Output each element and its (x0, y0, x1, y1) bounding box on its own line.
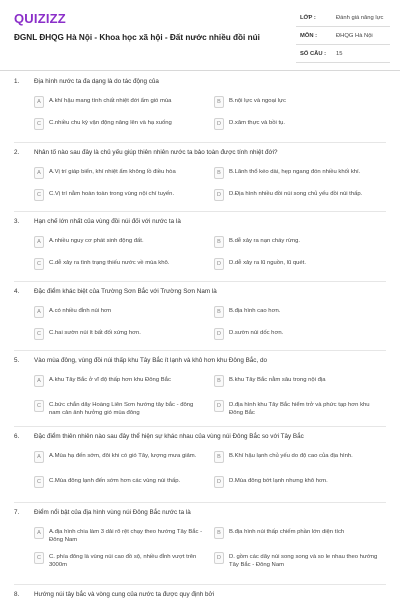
option-letter-box: A (34, 527, 44, 539)
option-letter-box: D (214, 400, 224, 412)
option-letter-box: D (214, 118, 224, 130)
option-text: A.Vị trí giáp biển, khí nhiệt ẩm không lồ điều hòa (49, 169, 176, 175)
question-header (0, 78, 400, 90)
quizizz-logo: QUIZIZZ (14, 11, 66, 26)
option-letter-box: C (34, 328, 44, 340)
meta-label: LỚP : (300, 15, 316, 21)
option-text: D.địa hình khu Tây Bắc hiểm trở và phức tạp hơn khu Đông Bắc (229, 402, 370, 416)
option-text: A.Mùa hạ đến sớm, đôi khi có gió Tây, lượng mưa giảm. (49, 453, 197, 459)
option-letter-box: A (34, 451, 44, 463)
option-letter-box: C (34, 189, 44, 201)
question-header (0, 509, 400, 521)
option-text: A.địa hình chia làm 3 dải rõ rệt chạy theo hướng Tây Bắc - Đông Nam (49, 529, 203, 543)
meta-label: SỐ CÂU : (300, 51, 327, 57)
question-divider (14, 142, 386, 143)
worksheet-header (0, 0, 400, 71)
option-letter-box: B (214, 96, 224, 108)
option-text: B.dễ xảy ra nạn cháy rừng. (229, 238, 301, 244)
option-text: A.nhiều nguy cơ phát sinh động đất. (49, 238, 144, 244)
question-number: 5. (14, 357, 20, 364)
question-item (0, 509, 400, 568)
question-header (0, 288, 400, 300)
option-text: B.địa hình cao hơn. (229, 308, 281, 314)
question-number: 6. (14, 433, 20, 440)
option-letter-box: B (214, 306, 224, 318)
option-text: C.Vị trí nằm hoàn toàn trong vùng nội chí tuyến. (49, 191, 175, 197)
option-text: C.hai sườn núi ít bất đối xứng hơn. (49, 330, 141, 336)
question-divider (14, 426, 386, 427)
question-header (0, 357, 400, 369)
option-text: D.dễ xảy ra lũ nguồn, lũ quét. (229, 260, 306, 266)
meta-row-question-count (296, 45, 390, 63)
question-text: Vào mùa đông, vùng đồi núi thấp khu Tây Bắc ít lạnh và khô hơn khu Đông Bắc, do (34, 357, 267, 364)
option-text: A.có nhiều đỉnh núi hơn (49, 308, 112, 314)
question-divider (14, 502, 386, 503)
meta-value: Đánh giá năng lực (336, 15, 384, 21)
question-divider (14, 281, 386, 282)
meta-label: MÔN : (300, 33, 318, 39)
option-text: D.Mùa đông bớt lạnh nhưng khô hơn. (229, 478, 328, 484)
option-letter-box: D (214, 258, 224, 270)
option-text: D.sườn núi dốc hơn. (229, 330, 284, 336)
option-text: C.nhiều chu kỳ vận động nâng lên và hạ xuống (49, 120, 172, 126)
question-number: 7. (14, 509, 20, 516)
question-header (0, 433, 400, 445)
question-divider (14, 211, 386, 212)
option-letter-box: B (214, 451, 224, 463)
question-item (0, 357, 400, 416)
question-text: Đặc điểm thiên nhiên nào sau đây thể hiện sự khác nhau của vùng núi Đông Bắc so với Tây Bắc (34, 433, 304, 440)
option-text: A.khí hậu mang tính chất nhiệt đới ẩm gió mùa (49, 98, 172, 104)
option-letter-box: C (34, 258, 44, 270)
question-header (0, 218, 400, 230)
meta-row-subject (296, 27, 390, 45)
option-letter-box: D (214, 328, 224, 340)
question-number: 2. (14, 149, 20, 156)
question-text: Hướng núi tây bắc và vòng cung của nước ta được quy định bởi (34, 591, 215, 598)
option-text: C.Mùa đông lạnh đến sớm hơn các vùng núi thấp. (49, 478, 181, 484)
option-text: D.xâm thực và bồi tụ. (229, 120, 285, 126)
meta-row-class (296, 9, 390, 27)
worksheet-title: ĐGNL ĐHQG Hà Nội - Khoa học xã hội - Đất nước nhiều đồi núi (14, 33, 260, 42)
option-text: B.Lãnh thổ kéo dài, hẹp ngang đón nhiều khối khí. (229, 169, 361, 175)
option-text: C. phía đông là vùng núi cao đồ sộ, nhiều đỉnh vượt trên 3000m (49, 554, 197, 568)
question-item (0, 433, 400, 485)
option-letter-box: A (34, 236, 44, 248)
option-text: B.Khí hậu lạnh chủ yếu do độ cao của địa hình. (229, 453, 353, 459)
option-text: D.Địa hình nhiều đồi núi song chủ yếu đồi núi thấp. (229, 191, 363, 197)
meta-value: 15 (336, 51, 343, 57)
option-letter-box: B (214, 236, 224, 248)
option-text: D. gồm các dãy núi song song và so le nhau theo hướng Tây Bắc - Đông Nam (229, 554, 378, 568)
option-letter-box: C (34, 118, 44, 130)
question-text: Địa hình nước ta đa dạng là do tác động của (34, 78, 159, 85)
option-text: B.địa hình núi thấp chiếm phần lớn diện tích (229, 529, 345, 535)
option-letter-box: D (214, 189, 224, 201)
question-number: 4. (14, 288, 20, 295)
option-letter-box: A (34, 375, 44, 387)
question-text: Nhân tố nào sau đây là chủ yếu giúp thiên nhiên nước ta bảo toàn được tính nhiệt đới? (34, 149, 278, 156)
question-header (0, 149, 400, 161)
option-text: C.dễ xảy ra tình trạng thiếu nước về mùa khô. (49, 260, 170, 266)
question-divider (14, 350, 386, 351)
question-item (0, 591, 400, 600)
question-divider (14, 584, 386, 585)
question-text: Đặc điểm khác biệt của Trường Sơn Bắc với Trường Sơn Nam là (34, 288, 217, 295)
option-text: B.khu Tây Bắc nằm sâu trong nội địa (229, 377, 326, 383)
option-letter-box: D (214, 552, 224, 564)
question-text: Điểm nổi bật của địa hình vùng núi Đông Bắc nước ta là (34, 509, 191, 516)
option-letter-box: A (34, 167, 44, 179)
option-letter-box: C (34, 400, 44, 412)
option-letter-box: C (34, 552, 44, 564)
option-text: A.khu Tây Bắc ở vĩ độ thấp hơn khu Đông Bắc (49, 377, 171, 383)
option-letter-box: B (214, 375, 224, 387)
question-item (0, 78, 400, 127)
question-number: 1. (14, 78, 20, 85)
option-letter-box: B (214, 527, 224, 539)
question-text: Hạn chế lớn nhất của vùng đồi núi đối với nước ta là (34, 218, 181, 225)
option-letter-box: A (34, 96, 44, 108)
option-letter-box: B (214, 167, 224, 179)
option-text: B.nội lực và ngoại lực (229, 98, 287, 104)
option-text: C.bức chắn dãy Hoàng Liên Sơn hướng tây bắc - đông nam cản ảnh hưởng gió mùa đông (49, 402, 194, 416)
question-item (0, 218, 400, 267)
question-number: 8. (14, 591, 20, 598)
question-header (0, 591, 400, 600)
question-item (0, 288, 400, 337)
option-letter-box: C (34, 476, 44, 488)
option-letter-box: D (214, 476, 224, 488)
option-letter-box: A (34, 306, 44, 318)
question-item (0, 149, 400, 198)
worksheet-meta-table (296, 9, 390, 63)
question-number: 3. (14, 218, 20, 225)
meta-value: ĐHQG Hà Nội (336, 33, 373, 39)
